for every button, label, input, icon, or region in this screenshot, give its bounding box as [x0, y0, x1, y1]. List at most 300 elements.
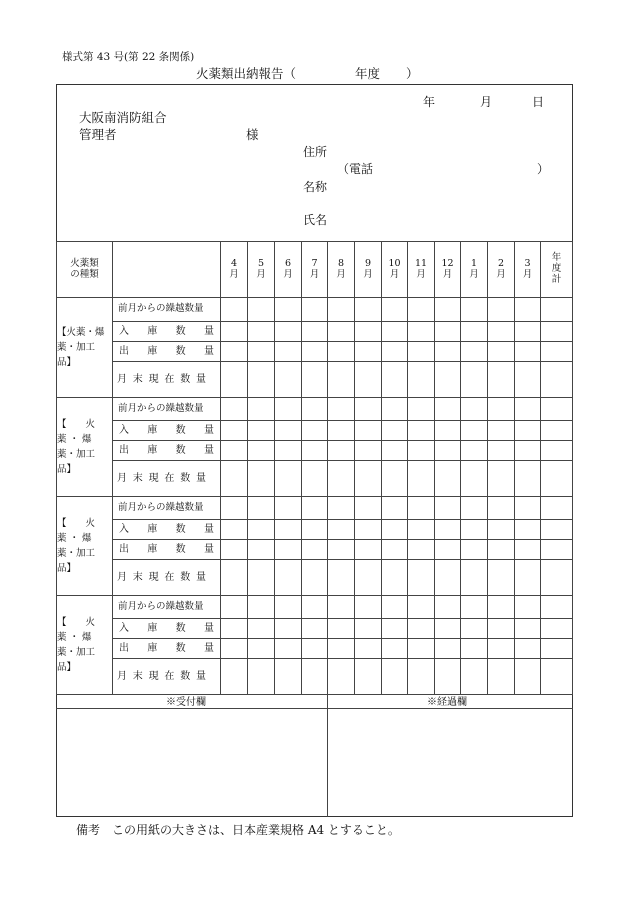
monthly-quantity-cell[interactable] — [488, 421, 515, 441]
monthly-quantity-cell[interactable] — [302, 322, 328, 342]
monthly-quantity-cell[interactable] — [275, 540, 302, 560]
monthly-quantity-cell[interactable] — [328, 322, 355, 342]
row-label-carryover: 前月からの繰越数量 — [113, 398, 221, 421]
monthly-quantity-cell[interactable] — [461, 398, 488, 421]
monthly-quantity-cell[interactable] — [328, 298, 355, 322]
table-row — [57, 520, 573, 540]
monthly-quantity-cell[interactable] — [275, 520, 302, 540]
date-day-label: 日 — [532, 95, 545, 109]
monthly-quantity-cell[interactable] — [382, 322, 408, 342]
monthly-quantity-cell[interactable] — [221, 497, 248, 520]
annual-total-cell[interactable] — [541, 461, 573, 497]
explosive-kind-line: 薬・加工 — [57, 449, 96, 460]
monthly-quantity-cell[interactable] — [408, 342, 435, 362]
monthly-quantity-cell[interactable] — [248, 398, 275, 421]
monthly-quantity-cell[interactable] — [382, 497, 408, 520]
row-label-char: 量 — [203, 622, 214, 634]
monthly-quantity-cell[interactable] — [408, 619, 435, 639]
monthly-quantity-cell[interactable] — [275, 560, 302, 596]
monthly-quantity-cell[interactable] — [328, 342, 355, 362]
monthly-quantity-cell[interactable] — [275, 639, 302, 659]
row-label-month-end — [113, 560, 221, 596]
monthly-quantity-cell[interactable] — [328, 421, 355, 441]
monthly-quantity-cell[interactable] — [221, 322, 248, 342]
monthly-quantity-cell[interactable] — [355, 497, 382, 520]
row-label-char: 数 — [180, 472, 191, 484]
monthly-quantity-cell[interactable] — [408, 497, 435, 520]
monthly-quantity-cell[interactable] — [302, 497, 328, 520]
monthly-quantity-cell[interactable] — [355, 398, 382, 421]
table-row — [57, 398, 573, 421]
reception-header-band — [56, 689, 573, 709]
monthly-quantity-cell[interactable] — [248, 497, 275, 520]
row-label-char: 現 — [148, 571, 159, 583]
month-unit: 月 — [389, 268, 400, 280]
monthly-quantity-cell[interactable] — [461, 520, 488, 540]
monthly-quantity-cell[interactable] — [275, 596, 302, 619]
table-header-row — [57, 242, 573, 298]
monthly-quantity-cell[interactable] — [355, 322, 382, 342]
monthly-quantity-cell[interactable] — [275, 619, 302, 639]
monthly-quantity-cell[interactable] — [355, 441, 382, 461]
monthly-quantity-cell[interactable] — [382, 520, 408, 540]
form-number: 様式第 43 号(第 22 条関係) — [62, 51, 195, 63]
monthly-quantity-cell[interactable] — [328, 560, 355, 596]
monthly-quantity-cell[interactable] — [355, 362, 382, 398]
monthly-quantity-cell[interactable] — [355, 342, 382, 362]
reception-field-label: ※受付欄 — [166, 697, 206, 708]
monthly-quantity-cell[interactable] — [302, 639, 328, 659]
reception-field[interactable] — [56, 709, 327, 817]
monthly-quantity-cell[interactable] — [435, 639, 461, 659]
monthly-quantity-cell[interactable] — [488, 441, 515, 461]
table-row — [57, 342, 573, 362]
kind-header-line: の種類 — [70, 268, 99, 280]
month-number: 2 — [497, 257, 505, 269]
row-label-char: 数 — [180, 670, 191, 682]
monthly-quantity-cell[interactable] — [382, 362, 408, 398]
table-row — [57, 596, 573, 619]
monthly-quantity-cell[interactable] — [488, 398, 515, 421]
monthly-quantity-cell[interactable] — [408, 362, 435, 398]
progress-field-label: ※経過欄 — [427, 697, 467, 708]
monthly-quantity-cell[interactable] — [221, 540, 248, 560]
annual-total-cell[interactable] — [541, 342, 573, 362]
row-label-char: 数 — [180, 373, 191, 385]
monthly-quantity-cell[interactable] — [221, 560, 248, 596]
monthly-quantity-cell[interactable] — [488, 639, 515, 659]
row-label-char: 庫 — [147, 523, 158, 535]
annual-total-header — [541, 242, 573, 298]
monthly-quantity-cell[interactable] — [382, 619, 408, 639]
fiscal-year-label: 年度 — [355, 66, 381, 81]
month-header-nov — [408, 242, 435, 298]
monthly-quantity-cell[interactable] — [275, 298, 302, 322]
monthly-quantity-cell[interactable] — [355, 461, 382, 497]
monthly-quantity-cell[interactable] — [302, 461, 328, 497]
monthly-quantity-cell[interactable] — [221, 342, 248, 362]
monthly-quantity-cell[interactable] — [408, 560, 435, 596]
monthly-quantity-cell[interactable] — [435, 596, 461, 619]
monthly-quantity-cell[interactable] — [461, 322, 488, 342]
monthly-quantity-cell[interactable] — [355, 619, 382, 639]
monthly-quantity-cell[interactable] — [435, 619, 461, 639]
row-label-carryover: 前月からの繰越数量 — [113, 298, 221, 322]
total-header-char: 年 — [551, 252, 562, 264]
date-year-label: 年 — [423, 95, 436, 109]
kind-header-line: 火薬類 — [70, 257, 99, 269]
monthly-quantity-cell[interactable] — [382, 639, 408, 659]
monthly-quantity-cell[interactable] — [461, 540, 488, 560]
monthly-quantity-cell[interactable] — [221, 441, 248, 461]
total-header-char: 計 — [551, 273, 562, 285]
monthly-quantity-cell[interactable] — [461, 362, 488, 398]
row-label-shipment — [113, 441, 221, 461]
monthly-quantity-cell[interactable] — [248, 540, 275, 560]
monthly-quantity-cell[interactable] — [435, 362, 461, 398]
monthly-quantity-cell[interactable] — [248, 362, 275, 398]
annual-total-cell[interactable] — [541, 441, 573, 461]
explosive-kind-line: 薬・加工 — [57, 341, 96, 353]
monthly-quantity-cell[interactable] — [461, 497, 488, 520]
monthly-quantity-cell[interactable] — [515, 441, 541, 461]
monthly-quantity-cell[interactable] — [248, 619, 275, 639]
row-label-char: 月 — [117, 670, 127, 682]
monthly-quantity-cell[interactable] — [435, 421, 461, 441]
row-label-char: 数 — [180, 571, 191, 583]
row-label-char: 出 — [119, 345, 129, 357]
row-label-char: 庫 — [147, 424, 158, 436]
row-label-char: 量 — [195, 373, 206, 385]
monthly-quantity-cell[interactable] — [382, 540, 408, 560]
row-label-char: 数 — [175, 523, 186, 535]
monthly-quantity-cell[interactable] — [275, 461, 302, 497]
monthly-quantity-cell[interactable] — [275, 322, 302, 342]
monthly-quantity-cell[interactable] — [408, 540, 435, 560]
monthly-quantity-cell[interactable] — [355, 540, 382, 560]
explosive-kind-line: 薬・加工 — [57, 548, 96, 559]
monthly-quantity-cell[interactable] — [355, 639, 382, 659]
table-row — [57, 441, 573, 461]
monthly-quantity-cell[interactable] — [248, 520, 275, 540]
monthly-quantity-cell[interactable] — [302, 342, 328, 362]
monthly-quantity-cell[interactable] — [408, 322, 435, 342]
monthly-quantity-cell[interactable] — [408, 639, 435, 659]
annual-total-cell[interactable] — [541, 322, 573, 342]
explosive-kind-line: 【 火 — [57, 418, 96, 430]
monthly-quantity-cell[interactable] — [515, 322, 541, 342]
annual-total-cell[interactable] — [541, 497, 573, 520]
month-number: 3 — [524, 257, 531, 269]
month-unit: 月 — [522, 268, 533, 280]
monthly-quantity-cell[interactable] — [488, 619, 515, 639]
monthly-quantity-cell[interactable] — [461, 619, 488, 639]
monthly-quantity-cell[interactable] — [435, 560, 461, 596]
monthly-quantity-cell[interactable] — [275, 398, 302, 421]
footnote-remarks: 備考 この用紙の大きさは、日本産業規格 A4 とすること。 — [76, 823, 400, 837]
monthly-quantity-cell[interactable] — [488, 520, 515, 540]
annual-total-cell[interactable] — [541, 596, 573, 619]
monthly-quantity-cell[interactable] — [248, 421, 275, 441]
monthly-quantity-cell[interactable] — [435, 398, 461, 421]
monthly-quantity-cell[interactable] — [435, 298, 461, 322]
month-unit: 月 — [256, 268, 266, 280]
monthly-quantity-cell[interactable] — [515, 362, 541, 398]
annual-total-cell[interactable] — [541, 298, 573, 322]
row-label-char: 末 — [132, 472, 143, 484]
monthly-quantity-cell[interactable] — [488, 540, 515, 560]
annual-total-cell[interactable] — [541, 362, 573, 398]
monthly-quantity-cell[interactable] — [408, 596, 435, 619]
monthly-quantity-cell[interactable] — [408, 520, 435, 540]
monthly-quantity-cell[interactable] — [461, 639, 488, 659]
monthly-quantity-cell[interactable] — [515, 421, 541, 441]
monthly-quantity-cell[interactable] — [328, 540, 355, 560]
monthly-quantity-cell[interactable] — [275, 441, 302, 461]
monthly-quantity-cell[interactable] — [355, 421, 382, 441]
monthly-quantity-cell[interactable] — [355, 520, 382, 540]
month-number: 6 — [284, 257, 292, 269]
row-label-shipment — [113, 639, 221, 659]
monthly-quantity-cell[interactable] — [248, 322, 275, 342]
monthly-quantity-cell[interactable] — [248, 560, 275, 596]
monthly-quantity-cell[interactable] — [435, 520, 461, 540]
monthly-quantity-cell[interactable] — [435, 497, 461, 520]
monthly-quantity-cell[interactable] — [221, 619, 248, 639]
monthly-quantity-cell[interactable] — [382, 560, 408, 596]
date-month-label: 月 — [480, 95, 493, 109]
monthly-quantity-cell[interactable] — [382, 342, 408, 362]
explosive-kind-line: 品】 — [57, 662, 77, 674]
monthly-quantity-cell[interactable] — [382, 398, 408, 421]
monthly-quantity-cell[interactable] — [221, 596, 248, 619]
monthly-quantity-cell[interactable] — [328, 520, 355, 540]
monthly-quantity-cell[interactable] — [328, 441, 355, 461]
row-label-char: 庫 — [147, 642, 158, 654]
monthly-quantity-cell[interactable] — [302, 362, 328, 398]
monthly-quantity-cell[interactable] — [328, 619, 355, 639]
row-label-char: 入 — [119, 622, 129, 634]
month-header-jul — [302, 242, 328, 298]
monthly-quantity-cell[interactable] — [355, 560, 382, 596]
month-header-jan — [461, 242, 488, 298]
month-unit: 月 — [416, 268, 426, 280]
row-label-char: 庫 — [147, 543, 158, 555]
annual-total-cell[interactable] — [541, 560, 573, 596]
monthly-quantity-cell[interactable] — [488, 596, 515, 619]
month-header-aug — [328, 242, 355, 298]
month-number: 10 — [388, 257, 401, 269]
row-label-char: 入 — [119, 424, 129, 436]
monthly-quantity-cell[interactable] — [382, 596, 408, 619]
row-label-char: 庫 — [147, 345, 158, 357]
monthly-quantity-cell[interactable] — [461, 461, 488, 497]
monthly-quantity-cell[interactable] — [408, 398, 435, 421]
monthly-quantity-cell[interactable] — [302, 298, 328, 322]
row-label-receipt — [113, 619, 221, 639]
addressee-honorific: 様 — [246, 127, 259, 142]
explosive-kind-cell — [57, 398, 113, 497]
monthly-quantity-cell[interactable] — [328, 497, 355, 520]
table-row — [57, 619, 573, 639]
monthly-quantity-cell[interactable] — [328, 398, 355, 421]
explosive-kind-line: 品】 — [57, 464, 77, 476]
monthly-quantity-cell[interactable] — [435, 322, 461, 342]
row-label-char: 量 — [203, 345, 214, 357]
monthly-quantity-cell[interactable] — [488, 322, 515, 342]
monthly-quantity-cell[interactable] — [461, 421, 488, 441]
monthly-quantity-cell[interactable] — [382, 441, 408, 461]
monthly-quantity-cell[interactable] — [221, 298, 248, 322]
monthly-quantity-cell[interactable] — [248, 596, 275, 619]
monthly-quantity-cell[interactable] — [515, 619, 541, 639]
annual-total-cell[interactable] — [541, 540, 573, 560]
monthly-quantity-cell[interactable] — [461, 441, 488, 461]
monthly-quantity-cell[interactable] — [248, 342, 275, 362]
monthly-quantity-cell[interactable] — [515, 342, 541, 362]
annual-total-cell[interactable] — [541, 639, 573, 659]
row-label-char: 数 — [175, 424, 186, 436]
monthly-quantity-cell[interactable] — [328, 596, 355, 619]
monthly-quantity-cell[interactable] — [515, 596, 541, 619]
row-label-char: 在 — [164, 670, 175, 682]
monthly-quantity-cell[interactable] — [248, 298, 275, 322]
monthly-quantity-cell[interactable] — [515, 298, 541, 322]
form-title: 火薬類出納報告（ — [196, 66, 297, 81]
phone-close-paren: ） — [537, 162, 550, 176]
table-row — [57, 540, 573, 560]
monthly-quantity-cell[interactable] — [382, 421, 408, 441]
explosive-kind-line: 【火薬・爆 — [57, 326, 105, 338]
month-header-dec — [435, 242, 461, 298]
monthly-quantity-cell[interactable] — [515, 461, 541, 497]
monthly-quantity-cell[interactable] — [221, 461, 248, 497]
monthly-quantity-cell[interactable] — [515, 560, 541, 596]
row-label-receipt — [113, 421, 221, 441]
monthly-quantity-cell[interactable] — [435, 540, 461, 560]
row-label-char: 量 — [203, 543, 214, 555]
monthly-quantity-cell[interactable] — [302, 520, 328, 540]
monthly-quantity-cell[interactable] — [275, 362, 302, 398]
monthly-quantity-cell[interactable] — [302, 441, 328, 461]
row-label-char: 庫 — [147, 622, 158, 634]
monthly-quantity-cell[interactable] — [221, 398, 248, 421]
monthly-quantity-cell[interactable] — [408, 298, 435, 322]
row-label-char: 量 — [203, 642, 214, 654]
monthly-quantity-cell[interactable] — [328, 639, 355, 659]
monthly-quantity-cell[interactable] — [355, 596, 382, 619]
monthly-quantity-cell[interactable] — [302, 540, 328, 560]
phone-label: （電話 — [337, 162, 374, 176]
monthly-quantity-cell[interactable] — [221, 421, 248, 441]
annual-total-cell[interactable] — [541, 398, 573, 421]
monthly-quantity-cell[interactable] — [302, 560, 328, 596]
explosive-kind-line: 【 火 — [57, 616, 96, 628]
row-label-char: 末 — [132, 373, 143, 385]
monthly-quantity-cell[interactable] — [408, 421, 435, 441]
monthly-quantity-cell[interactable] — [515, 540, 541, 560]
person-name-label: 氏名 — [303, 213, 328, 227]
monthly-quantity-cell[interactable] — [488, 560, 515, 596]
annual-total-cell[interactable] — [541, 619, 573, 639]
annual-total-cell[interactable] — [541, 421, 573, 441]
month-header-apr — [221, 242, 248, 298]
row-label-shipment — [113, 540, 221, 560]
monthly-quantity-cell[interactable] — [275, 421, 302, 441]
month-number: 4 — [230, 257, 238, 269]
table-row — [57, 298, 573, 322]
monthly-quantity-cell[interactable] — [302, 421, 328, 441]
annual-total-cell[interactable] — [541, 520, 573, 540]
progress-field[interactable] — [328, 709, 573, 817]
month-number: 11 — [414, 257, 428, 269]
monthly-quantity-cell[interactable] — [435, 461, 461, 497]
row-label-receipt — [113, 520, 221, 540]
monthly-quantity-cell[interactable] — [248, 639, 275, 659]
row-label-char: 在 — [164, 472, 175, 484]
row-label-char: 入 — [119, 325, 129, 337]
month-unit: 月 — [496, 268, 506, 280]
row-label-char: 数 — [175, 543, 186, 555]
monthly-quantity-cell[interactable] — [248, 441, 275, 461]
monthly-quantity-cell[interactable] — [435, 441, 461, 461]
monthly-quantity-cell[interactable] — [515, 639, 541, 659]
monthly-quantity-cell[interactable] — [328, 362, 355, 398]
monthly-quantity-cell[interactable] — [275, 342, 302, 362]
table-row — [57, 461, 573, 497]
monthly-quantity-cell[interactable] — [515, 497, 541, 520]
row-label-char: 量 — [195, 670, 206, 682]
explosive-kind-line: 品】 — [57, 563, 77, 575]
monthly-quantity-cell[interactable] — [221, 362, 248, 398]
monthly-quantity-cell[interactable] — [221, 639, 248, 659]
kind-header — [57, 242, 113, 298]
monthly-quantity-cell[interactable] — [221, 520, 248, 540]
monthly-quantity-cell[interactable] — [302, 398, 328, 421]
monthly-quantity-cell[interactable] — [435, 342, 461, 362]
monthly-quantity-cell[interactable] — [488, 342, 515, 362]
monthly-quantity-cell[interactable] — [382, 461, 408, 497]
monthly-quantity-cell[interactable] — [488, 497, 515, 520]
monthly-quantity-cell[interactable] — [408, 441, 435, 461]
row-label-month-end — [113, 362, 221, 398]
monthly-quantity-cell[interactable] — [461, 560, 488, 596]
monthly-quantity-cell[interactable] — [515, 398, 541, 421]
monthly-quantity-cell[interactable] — [275, 497, 302, 520]
row-label-char: 庫 — [147, 444, 158, 456]
monthly-quantity-cell[interactable] — [302, 596, 328, 619]
monthly-quantity-cell[interactable] — [248, 461, 275, 497]
monthly-quantity-cell[interactable] — [355, 298, 382, 322]
month-header-jun — [275, 242, 302, 298]
month-number: 9 — [364, 257, 372, 269]
monthly-quantity-cell[interactable] — [328, 461, 355, 497]
monthly-quantity-cell[interactable] — [488, 461, 515, 497]
address-label: 住所 — [303, 145, 328, 159]
monthly-quantity-cell[interactable] — [488, 298, 515, 322]
monthly-quantity-cell[interactable] — [382, 298, 408, 322]
monthly-quantity-cell[interactable] — [461, 596, 488, 619]
monthly-quantity-cell[interactable] — [488, 362, 515, 398]
monthly-quantity-cell[interactable] — [461, 298, 488, 322]
monthly-quantity-cell[interactable] — [461, 342, 488, 362]
monthly-quantity-cell[interactable] — [515, 520, 541, 540]
monthly-quantity-cell[interactable] — [302, 619, 328, 639]
monthly-quantity-cell[interactable] — [408, 461, 435, 497]
row-label-char: 末 — [132, 571, 143, 583]
month-unit: 月 — [309, 268, 320, 280]
month-unit: 月 — [469, 268, 479, 280]
